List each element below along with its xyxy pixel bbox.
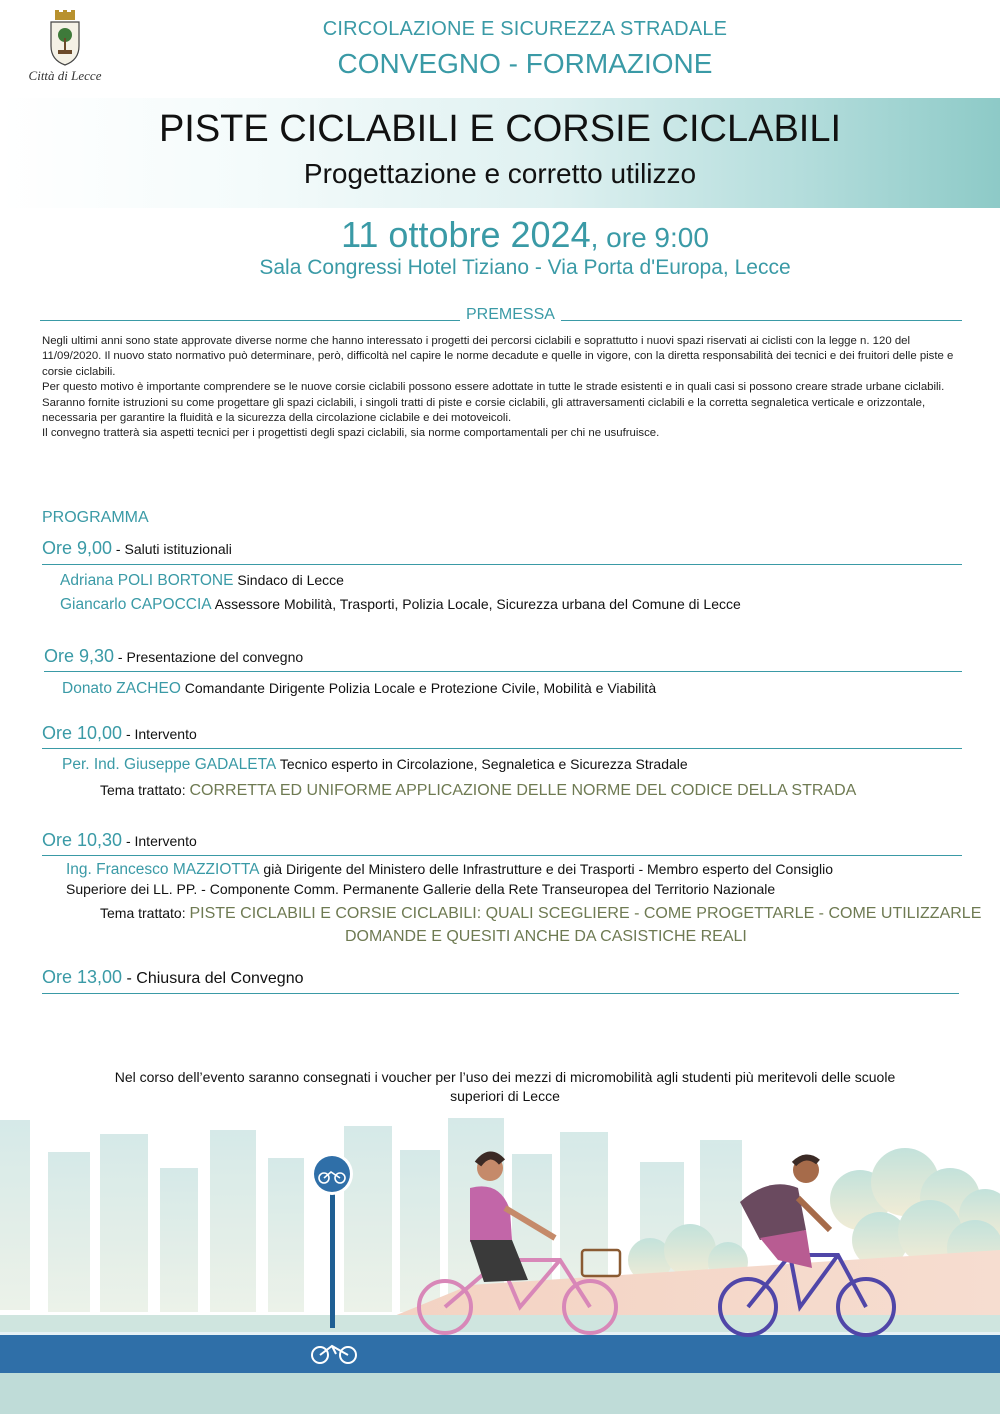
- tema-row: [100, 905, 981, 923]
- speaker-role: già Dirigente del Ministero delle Infrastrutture e dei Trasporti - Membro esperto del Consiglio: [259, 861, 834, 877]
- speaker-role: Sindaco di Lecce: [233, 572, 344, 588]
- speaker-row: [60, 572, 344, 590]
- session-2-header: [44, 646, 303, 667]
- session-desc: - Intervento: [122, 833, 197, 849]
- speaker-row: [66, 861, 833, 879]
- bike-lane: [0, 1333, 1000, 1373]
- premessa-paragraph: Il convegno tratterà sia aspetti tecnici per i progettisti degli spazi ciclabili, sia norme comportamentali per chi ne usufruisce.: [42, 427, 660, 440]
- speaker-role: Assessore Mobilità, Trasporti, Polizia Locale, Sicurezza urbana del Comune di Lecce: [211, 596, 741, 612]
- session-time: Ore 9,00: [42, 538, 113, 558]
- session-time: Ore 9,30: [44, 646, 115, 666]
- session-time: Ore 10,00: [42, 723, 123, 743]
- speaker-row: [60, 596, 741, 614]
- speaker-name: Donato ZACHEO: [62, 680, 181, 697]
- premessa-label: PREMESSA: [460, 306, 561, 324]
- session-desc: - Intervento: [122, 726, 197, 742]
- speaker-name: Per. Ind. Giuseppe GADALETA: [62, 756, 277, 773]
- speaker-name: Ing. Francesco MAZZIOTTA: [66, 861, 260, 878]
- event-venue: Sala Congressi Hotel Tiziano - Via Porta d'Europa, Lecce: [259, 256, 791, 279]
- tema-label: Tema trattato:: [100, 782, 190, 798]
- tema-value: PISTE CICLABILI E CORSIE CICLABILI: QUALI SCEGLIERE - COME PROGETTARLE - COME UTILIZZARLE: [189, 905, 982, 922]
- session-rule: [42, 855, 962, 856]
- premessa-paragraph: Negli ultimi anni sono state approvate diverse norme che hanno interessato i progetti dei percorsi ciclabili e soprattutto i nuovi spazi riservati ai ciclisti con la legge n. 120 del 11/09/2020. Il nuovo stato normativo può determinare, però, difficoltà nel capire le norme decadute e quelle in vigore, con la diretta responsabilità dei tecnici e dei fruitori delle piste e corsie ciclabili.: [42, 335, 954, 378]
- session-1-header: [42, 538, 232, 559]
- session-desc: - Saluti istituzionali: [112, 541, 232, 557]
- event-date: [0, 214, 1000, 256]
- speaker-role: Tecnico esperto in Circolazione, Segnaletica e Sicurezza Stradale: [276, 756, 688, 772]
- session-rule: [42, 993, 959, 994]
- footer-line: Nel corso dell’evento saranno consegnati i voucher per l’uso dei mezzi di micromobilità agli studenti più meritevoli delle scuole: [114, 1069, 896, 1085]
- premessa-paragraph: Per questo motivo è importante comprendere se le nuove corsie ciclabili possono essere adottate in tutte le strade esistenti e in quali casi si possono creare strade urbane ciclabili.: [42, 381, 945, 394]
- tema-value-cont: DOMANDE E QUESITI ANCHE DA CASISTICHE REALI: [345, 928, 747, 945]
- event-date-day: 11 ottobre 2024: [341, 214, 591, 255]
- tema-value: CORRETTA ED UNIFORME APPLICAZIONE DELLE NORME DEL CODICE DELLA STRADA: [189, 782, 857, 799]
- header-line1: CIRCOLAZIONE E SICUREZZA STRADALE: [322, 18, 728, 40]
- session-5-header: [42, 967, 304, 988]
- speaker-row: [62, 756, 688, 774]
- cycling-illustration: [0, 1110, 1000, 1414]
- lane-line: [0, 1332, 1000, 1335]
- speaker-row: [62, 680, 656, 698]
- speaker-name: Giancarlo CAPOCCIA: [60, 596, 212, 613]
- session-time: Ore 10,30: [42, 830, 123, 850]
- session-desc: - Presentazione del convegno: [114, 649, 304, 665]
- footer-line: superiori di Lecce: [450, 1088, 560, 1104]
- header-line2: CONVEGNO - FORMAZIONE: [337, 48, 713, 79]
- tema-row: [100, 782, 856, 800]
- page-title: PISTE CICLABILI E CORSIE CICLABILI: [158, 108, 842, 150]
- premessa-paragraph: Saranno fornite istruzioni su come progettare gli spazi ciclabili, i singoli tratti di piste e corsie ciclabili, gli attraversamenti ciclabili e la corretta segnaletica verticale e orizzontale, necessaria per garantire la fluidità e la sicurezza della circolazione ciclabile e dei motoveicoli.: [42, 396, 926, 425]
- session-rule: [42, 748, 962, 749]
- premessa-text: [42, 334, 966, 442]
- session-rule: [42, 564, 962, 565]
- session-rule: [44, 671, 962, 672]
- event-date-time: , ore 9:00: [590, 222, 709, 253]
- premessa-heading: [40, 306, 962, 326]
- session-time: Ore 13,00: [42, 967, 123, 987]
- tema-label: Tema trattato:: [100, 905, 190, 921]
- page-subtitle: Progettazione e corretto utilizzo: [303, 158, 697, 189]
- session-3-header: [42, 723, 197, 744]
- speaker-name: Adriana POLI BORTONE: [60, 572, 234, 589]
- speaker-role: Comandante Dirigente Polizia Locale e Protezione Civile, Mobilità e Viabilità: [180, 680, 657, 696]
- speaker-role-cont: Superiore dei LL. PP. - Componente Comm. Permanente Gallerie della Rete Transeuropea del Territorio Nazionale: [66, 881, 776, 897]
- programma-heading: PROGRAMMA: [42, 509, 149, 526]
- session-desc: - Chiusura del Convegno: [122, 970, 304, 987]
- road-edge: [0, 1373, 1000, 1414]
- logo-caption: Città di Lecce: [28, 68, 102, 83]
- footer-note: [40, 1068, 970, 1106]
- session-4-header: [42, 830, 197, 851]
